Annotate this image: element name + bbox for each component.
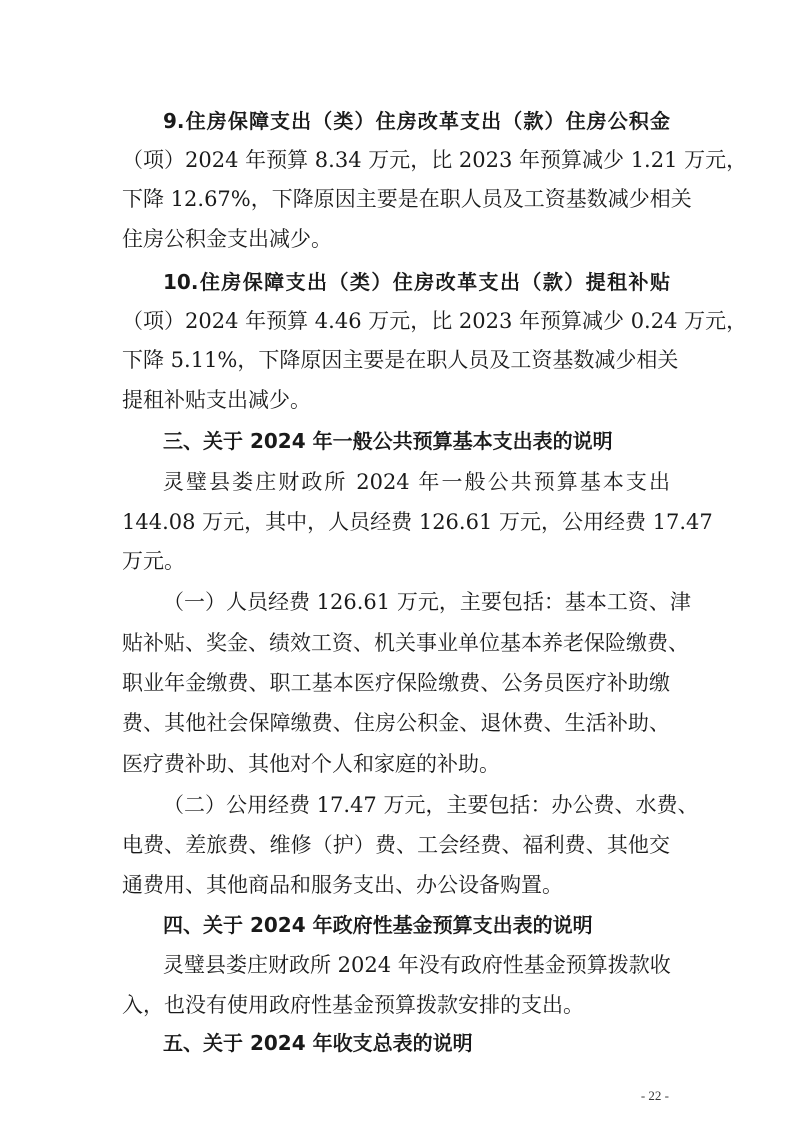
- page-number: - 22 -: [640, 1088, 669, 1103]
- paragraph-line: 灵璧县娄庄财政所 2024 年一般公共预算基本支出: [163, 470, 670, 494]
- heading-item-9: 9.住房保障支出（类）住房改革支出（款）住房公积金: [163, 109, 670, 133]
- section-heading-4: 四、关于 2024 年政府性基金预算支出表的说明: [163, 913, 593, 937]
- paragraph-line: 入，也没有使用政府性基金预算拨款安排的支出。: [122, 993, 584, 1017]
- paragraph-line: 住房公积金支出减少。: [122, 227, 332, 251]
- paragraph-line: 费、其他社会保障缴费、住房公积金、退休费、生活补助、: [122, 711, 670, 735]
- paragraph-line: （项）2024 年预算 4.46 万元，比 2023 年预算减少 0.24 万元，: [122, 309, 748, 333]
- paragraph-line: （一）人员经费 126.61 万元，主要包括：基本工资、津: [163, 590, 691, 614]
- paragraph-line: 144.08 万元，其中，人员经费 126.61 万元，公用经费 17.47: [122, 510, 713, 534]
- paragraph-line: 职业年金缴费、职工基本医疗保险缴费、公务员医疗补助缴: [122, 671, 670, 695]
- paragraph-line: （项）2024 年预算 8.34 万元，比 2023 年预算减少 1.21 万元，: [122, 148, 748, 172]
- paragraph-line: 灵璧县娄庄财政所 2024 年没有政府性基金预算拨款收: [163, 953, 671, 977]
- section-heading-3: 三、关于 2024 年一般公共预算基本支出表的说明: [163, 429, 613, 453]
- paragraph-line: 下降 12.67%，下降原因主要是在职人员及工资基数减少相关: [122, 187, 692, 211]
- paragraph-line: 贴补贴、奖金、绩效工资、机关事业单位基本养老保险缴费、: [122, 631, 689, 655]
- section-heading-5: 五、关于 2024 年收支总表的说明: [163, 1031, 473, 1055]
- paragraph-line: 提租补贴支出减少。: [122, 388, 311, 412]
- heading-item-10: 10.住房保障支出（类）住房改革支出（款）提租补贴: [163, 270, 670, 294]
- paragraph-line: 下降 5.11%，下降原因主要是在职人员及工资基数减少相关: [122, 348, 679, 372]
- paragraph-line: 医疗费补助、其他对个人和家庭的补助。: [122, 752, 500, 776]
- paragraph-line: （二）公用经费 17.47 万元，主要包括：办公费、水费、: [163, 793, 699, 817]
- paragraph-line: 电费、差旅费、维修（护）费、工会经费、福利费、其他交: [122, 833, 670, 857]
- paragraph-line: 通费用、其他商品和服务支出、办公设备购置。: [122, 873, 563, 897]
- paragraph-line: 万元。: [122, 549, 185, 573]
